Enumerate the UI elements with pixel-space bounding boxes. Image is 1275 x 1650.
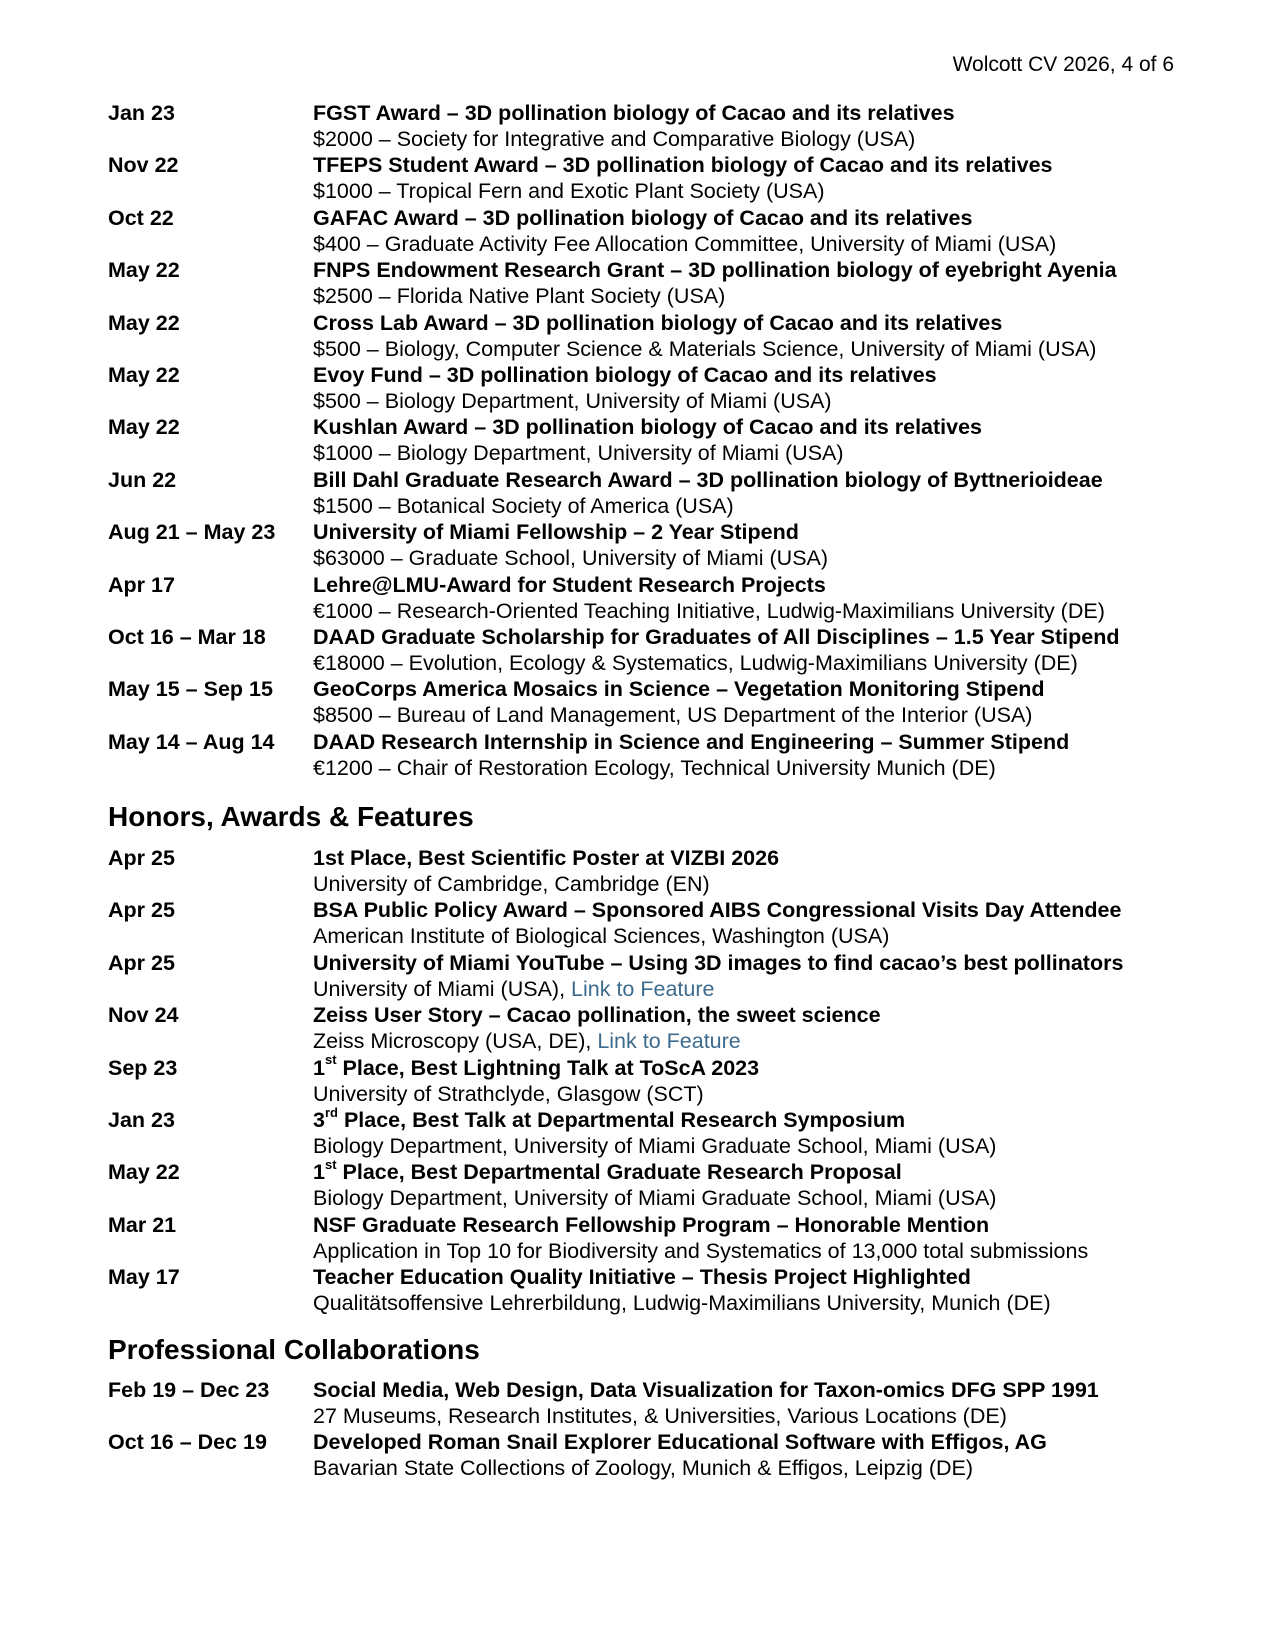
list-item [108, 1377, 1208, 1429]
entry-title: 1st Place, Best Scientific Poster at VIZBI 2026 [313, 846, 780, 870]
section-heading-collaborations: Professional Collaborations [108, 1334, 480, 1365]
list-item [108, 1429, 1208, 1481]
entry-detail: €1200 – Chair of Restoration Ecology, Technical University Munich (DE) [313, 755, 996, 780]
entry-title: GeoCorps America Mosaics in Science – Vegetation Monitoring Stipend [313, 677, 1045, 702]
title-ordinal-number: 3 [313, 1107, 325, 1132]
entry-detail: $500 – Biology Department, University of Miami (USA) [313, 388, 832, 413]
list-item [108, 362, 1208, 414]
title-text: Place, Best Talk at Departmental Research Symposium [337, 1107, 906, 1132]
entry-title [313, 1104, 906, 1133]
title-text: Place, Best Lightning Talk at ToScA 2023 [336, 1055, 760, 1080]
list-item [108, 1159, 1208, 1211]
entry-date: Oct 22 [108, 205, 174, 230]
list-item [108, 572, 1208, 624]
list-item [108, 100, 1208, 152]
list-item [108, 152, 1208, 204]
entry-date: May 17 [108, 1265, 180, 1290]
entry-title: Bill Dahl Graduate Research Award – 3D pollination biology of Byttnerioideae [313, 467, 1103, 492]
entry-detail: Biology Department, University of Miami Graduate School, Miami (USA) [313, 1186, 997, 1211]
list-item [108, 467, 1208, 519]
entry-date: May 22 [108, 362, 180, 387]
funding-list [108, 100, 1208, 781]
list-item [108, 624, 1208, 676]
entry-detail: $400 – Graduate Activity Fee Allocation Committee, University of Miami (USA) [313, 231, 1057, 256]
honors-list [108, 845, 1208, 1317]
entry-title: Lehre@LMU-Award for Student Research Projects [313, 572, 826, 597]
entry-date: Jan 23 [108, 1107, 175, 1132]
entry-date: Jun 22 [108, 467, 177, 492]
entry-detail: American Institute of Biological Sciences, Washington (USA) [313, 924, 890, 949]
title-text: Place, Best Departmental Graduate Research Proposal [336, 1160, 902, 1185]
entry-date: Apr 25 [108, 898, 175, 923]
entry-detail: Application in Top 10 for Biodiversity and Systematics of 13,000 total submissions [313, 1238, 1089, 1263]
title-ordinal-suffix: st [324, 1157, 337, 1173]
list-item [108, 519, 1208, 571]
entry-title: University of Miami YouTube – Using 3D images to find cacao’s best pollinators [313, 950, 1124, 975]
entry-detail: $1500 – Botanical Society of America (USA) [313, 493, 734, 518]
feature-link[interactable]: Link to Feature [597, 1029, 741, 1054]
entry-date: Apr 17 [108, 572, 175, 597]
entry-title [313, 1159, 902, 1185]
entry-date: May 22 [108, 258, 180, 283]
entry-date: Sep 23 [108, 1055, 178, 1080]
entry-date: Apr 25 [108, 950, 175, 975]
entry-title: Social Media, Web Design, Data Visualization for Taxon-omics DFG SPP 1991 [313, 1378, 1099, 1402]
entry-detail: $1000 – Biology Department, University of Miami (USA) [313, 441, 844, 466]
list-item [108, 205, 1208, 257]
entry-title: Cross Lab Award – 3D pollination biology of Cacao and its relatives [313, 310, 1003, 335]
entry-date: May 22 [108, 1160, 180, 1185]
entry-title: University of Miami Fellowship – 2 Year Stipend [313, 520, 799, 545]
list-item [108, 676, 1208, 728]
entry-detail: $500 – Biology, Computer Science & Materials Science, University of Miami (USA) [313, 336, 1097, 361]
entry-title: GAFAC Award – 3D pollination biology of Cacao and its relatives [313, 205, 973, 230]
entry-title: NSF Graduate Research Fellowship Program – Honorable Mention [313, 1212, 990, 1237]
entry-date: Oct 16 – Dec 19 [108, 1430, 267, 1455]
section-heading-honors: Honors, Awards & Features [108, 801, 474, 832]
entry-detail: $8500 – Bureau of Land Management, US Department of the Interior (USA) [313, 703, 1033, 728]
entry-detail: Bavarian State Collections of Zoology, Munich & Effigos, Leipzig (DE) [313, 1456, 974, 1481]
list-item [108, 845, 1208, 897]
list-item [108, 310, 1208, 362]
entry-date: May 14 – Aug 14 [108, 729, 275, 754]
list-item [108, 729, 1208, 781]
entry-detail: €1000 – Research-Oriented Teaching Initiative, Ludwig-Maximilians University (DE) [313, 598, 1105, 623]
entry-detail-text: University of Miami (USA), [313, 976, 572, 1001]
entry-title: FNPS Endowment Research Grant – 3D pollination biology of eyebright Ayenia [313, 258, 1117, 283]
entry-date: Aug 21 – May 23 [108, 520, 276, 545]
entry-date: Nov 22 [108, 153, 179, 178]
title-ordinal-suffix: st [324, 1052, 337, 1068]
entry-date: Nov 24 [108, 1003, 179, 1028]
entry-title: Kushlan Award – 3D pollination biology of Cacao and its relatives [313, 415, 983, 440]
entry-detail [313, 1028, 741, 1054]
entry-title: Zeiss User Story – Cacao pollination, the sweet science [313, 1003, 881, 1028]
entry-date: May 22 [108, 415, 180, 440]
entry-detail: $2000 – Society for Integrative and Comparative Biology (USA) [313, 127, 916, 151]
title-ordinal-number: 1 [313, 1055, 325, 1080]
list-item [108, 1212, 1208, 1264]
title-ordinal-number: 1 [313, 1160, 325, 1185]
entry-date: Jan 23 [108, 101, 175, 125]
entry-detail: €18000 – Evolution, Ecology & Systematics, Ludwig-Maximilians University (DE) [313, 650, 1078, 675]
entry-title [313, 1052, 760, 1081]
entry-date: May 15 – Sep 15 [108, 677, 273, 702]
list-item [108, 950, 1208, 1002]
entry-title: Teacher Education Quality Initiative – Thesis Project Highlighted [313, 1265, 971, 1290]
entry-title: FGST Award – 3D pollination biology of Cacao and its relatives [313, 101, 955, 125]
feature-link[interactable]: Link to Feature [571, 976, 715, 1001]
list-item [108, 1264, 1208, 1316]
entry-detail: 27 Museums, Research Institutes, & Universities, Various Locations (DE) [313, 1404, 1007, 1428]
list-item [108, 1052, 1208, 1107]
entry-detail: University of Cambridge, Cambridge (EN) [313, 872, 710, 896]
entry-title: DAAD Research Internship in Science and Engineering – Summer Stipend [313, 729, 1070, 754]
list-item [108, 1104, 1208, 1159]
entry-detail: University of Strathclyde, Glasgow (SCT) [313, 1081, 704, 1106]
entry-detail [313, 976, 714, 1002]
entry-detail-text: Zeiss Microscopy (USA, DE), [313, 1029, 598, 1054]
page-header: Wolcott CV 2026, 4 of 6 [952, 53, 1174, 76]
title-ordinal-suffix: rd [324, 1104, 338, 1120]
list-item [108, 1002, 1208, 1054]
entry-title: TFEPS Student Award – 3D pollination biology of Cacao and its relatives [313, 153, 1053, 178]
list-item [108, 414, 1208, 466]
entry-title: Developed Roman Snail Explorer Educational Software with Effigos, AG [313, 1430, 1047, 1455]
entry-title: DAAD Graduate Scholarship for Graduates of All Disciplines – 1.5 Year Stipend [313, 624, 1120, 649]
entry-date: Oct 16 – Mar 18 [108, 624, 266, 649]
entry-date: Feb 19 – Dec 23 [108, 1378, 270, 1402]
list-item [108, 257, 1208, 309]
entry-detail: $63000 – Graduate School, University of Miami (USA) [313, 546, 829, 571]
entry-title: Evoy Fund – 3D pollination biology of Cacao and its relatives [313, 362, 937, 387]
entry-detail: $2500 – Florida Native Plant Society (USA) [313, 284, 726, 309]
collaborations-list [108, 1377, 1208, 1482]
entry-date: Mar 21 [108, 1212, 177, 1237]
entry-title: BSA Public Policy Award – Sponsored AIBS Congressional Visits Day Attendee [313, 898, 1122, 923]
entry-date: May 22 [108, 310, 180, 335]
entry-date: Apr 25 [108, 846, 175, 870]
entry-detail: Biology Department, University of Miami Graduate School, Miami (USA) [313, 1133, 997, 1158]
entry-detail: Qualitätsoffensive Lehrerbildung, Ludwig-Maximilians University, Munich (DE) [313, 1291, 1051, 1316]
list-item [108, 897, 1208, 949]
entry-detail: $1000 – Tropical Fern and Exotic Plant Society (USA) [313, 179, 825, 204]
